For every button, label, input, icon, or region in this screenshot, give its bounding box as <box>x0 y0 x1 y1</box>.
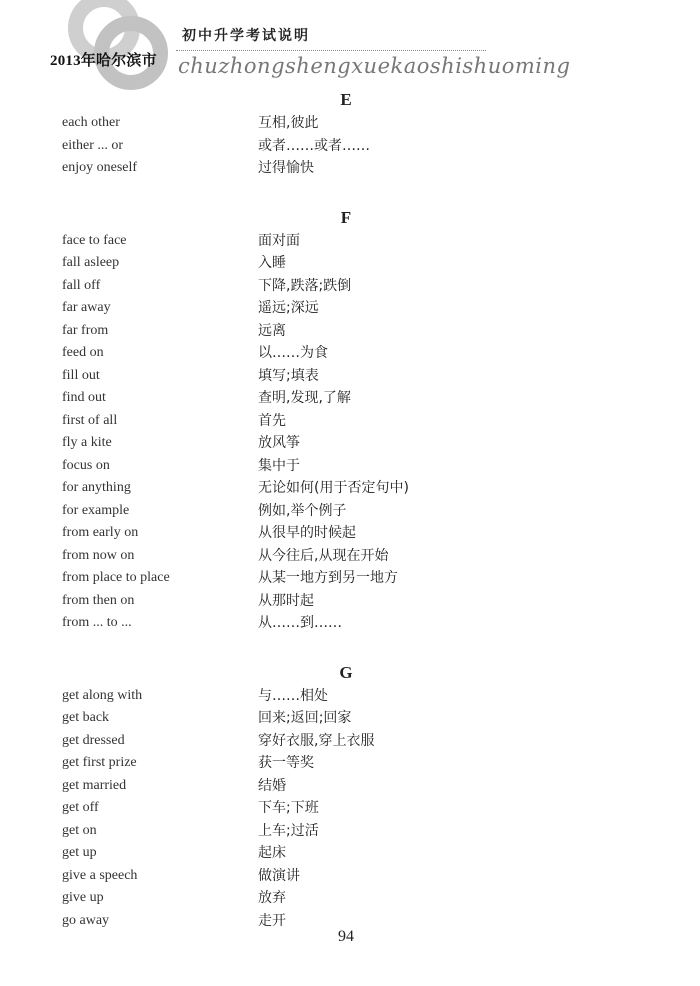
pinyin-subtitle: chuzhongshengxuekaoshishuoming <box>178 54 571 78</box>
phrase-en: first of all <box>62 412 118 428</box>
list-item <box>62 775 642 798</box>
phrase-zh: 遥远;深远 <box>258 300 319 316</box>
phrase-zh: 结婚 <box>258 777 286 794</box>
phrase-en: get off <box>62 800 99 815</box>
phrase-zh: 入睡 <box>258 255 286 271</box>
phrase-en: get on <box>62 822 97 838</box>
phrase-zh: 上车;过活 <box>258 822 319 839</box>
list-item <box>62 522 642 545</box>
phrase-zh: 从那时起 <box>258 592 314 609</box>
phrase-en: get along with <box>62 687 143 703</box>
phrase-zh: 例如,举个例子 <box>258 502 347 519</box>
phrase-list <box>62 88 642 932</box>
phrase-zh: 下车;下班 <box>258 800 319 816</box>
list-item <box>62 365 642 388</box>
section-f <box>62 206 642 635</box>
page-header <box>0 0 700 90</box>
phrase-en: get first prize <box>62 755 137 770</box>
list-item <box>62 567 642 590</box>
phrase-en: get married <box>62 777 127 793</box>
phrase-en: from place to place <box>62 570 170 585</box>
phrase-zh: 下降,跌落;跌倒 <box>258 277 352 294</box>
phrase-en: give up <box>62 890 104 905</box>
phrase-en: from early on <box>62 525 139 540</box>
phrase-zh: 做演讲 <box>258 867 300 884</box>
phrase-zh: 查明,发现,了解 <box>258 390 351 406</box>
phrase-zh: 填写;填表 <box>258 367 319 384</box>
section-letter: F <box>340 207 352 227</box>
section-gap <box>62 635 642 661</box>
phrase-zh: 从今往后,从现在开始 <box>258 547 389 564</box>
list-item <box>62 707 642 730</box>
phrase-en: either ... or <box>62 137 124 153</box>
list-item <box>62 685 642 708</box>
phrase-en: give a speech <box>62 867 138 883</box>
list-item <box>62 612 642 635</box>
phrase-en: fill out <box>62 367 100 383</box>
section-e <box>62 88 642 180</box>
list-item <box>62 252 642 275</box>
list-item <box>62 275 642 298</box>
phrase-en: far from <box>62 322 109 338</box>
phrase-zh: 从……到…… <box>258 615 342 631</box>
phrase-en: face to face <box>62 232 127 248</box>
phrase-zh: 或者……或者…… <box>258 137 370 154</box>
phrase-en: get back <box>62 710 110 725</box>
list-item <box>62 887 642 910</box>
list-item <box>62 730 642 753</box>
phrase-en: fall asleep <box>62 255 120 270</box>
phrase-en: enjoy oneself <box>62 160 138 175</box>
phrase-zh: 与……相处 <box>258 687 328 704</box>
phrase-en: each other <box>62 115 120 130</box>
phrase-en: find out <box>62 390 106 405</box>
city-year-label: 2013年哈尔滨市 <box>50 53 157 69</box>
list-item <box>62 112 642 135</box>
page-number: 94 <box>338 928 354 945</box>
dotted-divider <box>176 50 486 51</box>
phrase-zh: 从某一地方到另一地方 <box>258 570 398 586</box>
section-letter: G <box>339 662 353 682</box>
phrase-zh: 获一等奖 <box>258 755 314 771</box>
phrase-en: go away <box>62 912 110 928</box>
phrase-en: get up <box>62 845 97 860</box>
list-item <box>62 477 642 500</box>
phrase-en: far away <box>62 300 111 315</box>
phrase-en: from then on <box>62 592 135 608</box>
phrase-en: from ... to ... <box>62 615 132 630</box>
section-letter: E <box>340 90 352 109</box>
list-item <box>62 320 642 343</box>
phrase-en: fly a kite <box>62 435 112 450</box>
list-item <box>62 230 642 253</box>
phrase-zh: 放弃 <box>258 890 286 906</box>
phrase-en: feed on <box>62 345 104 360</box>
list-item <box>62 545 642 568</box>
book-title: 初中升学考试说明 <box>182 28 310 44</box>
list-item <box>62 410 642 433</box>
list-item <box>62 752 642 775</box>
list-item <box>62 455 642 478</box>
section-g <box>62 661 642 933</box>
list-item <box>62 342 642 365</box>
list-item <box>62 500 642 523</box>
list-item <box>62 297 642 320</box>
list-item <box>62 590 642 613</box>
phrase-en: from now on <box>62 547 135 563</box>
phrase-zh: 起床 <box>258 845 286 861</box>
list-item <box>62 820 642 843</box>
section-gap <box>62 180 642 206</box>
phrase-zh: 远离 <box>258 322 286 339</box>
list-item <box>62 387 642 410</box>
phrase-en: for anything <box>62 480 131 495</box>
list-item <box>62 157 642 180</box>
phrase-zh: 过得愉快 <box>258 160 314 176</box>
phrase-zh: 放风筝 <box>258 435 300 451</box>
phrase-zh: 集中于 <box>258 457 300 474</box>
list-item <box>62 432 642 455</box>
phrase-zh: 以……为食 <box>258 345 328 361</box>
phrase-zh: 面对面 <box>258 232 300 249</box>
phrase-zh: 无论如何(用于否定句中) <box>258 480 409 496</box>
phrase-en: for example <box>62 502 130 518</box>
phrase-zh: 回来;返回;回家 <box>258 710 352 726</box>
phrase-zh: 穿好衣服,穿上衣服 <box>258 732 375 749</box>
phrase-en: get dressed <box>62 732 125 748</box>
list-item <box>62 865 642 888</box>
phrase-zh: 互相,彼此 <box>258 115 319 131</box>
list-item <box>62 135 642 158</box>
phrase-zh: 首先 <box>258 412 286 429</box>
phrase-zh: 从很早的时候起 <box>258 525 356 541</box>
phrase-en: focus on <box>62 457 110 473</box>
list-item <box>62 797 642 820</box>
list-item <box>62 842 642 865</box>
phrase-en: fall off <box>62 277 101 293</box>
phrase-zh: 走开 <box>258 912 286 929</box>
